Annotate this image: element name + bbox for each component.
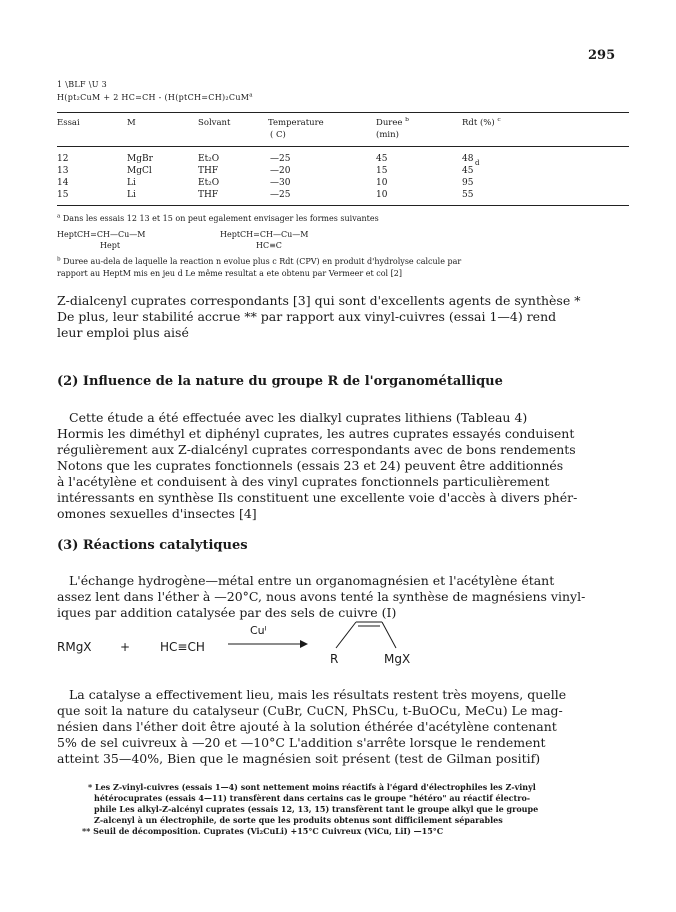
table-cell-temp: —25 xyxy=(270,154,291,164)
plus-sign: + xyxy=(120,640,131,654)
section3-line: L'échange hydrogène—métal entre un organomagnésien et l'acétylène étant xyxy=(69,573,555,588)
struct2-bottom: HC≡C xyxy=(256,241,282,250)
footnote-line: * Les Z-vinyl-cuivres (essais 1—4) sont nettement moins réactifs à l'égard d'électrophiles les Z-vinyl xyxy=(88,782,536,792)
product-r: R xyxy=(330,652,339,666)
table-cell-essai: 14 xyxy=(57,178,69,188)
col-header-rdt-text: Rdt (%) xyxy=(462,118,495,128)
section3-line: assez lent dans l'éther à —20°C, nous avons tenté la synthèse de magnésiens vinyl- xyxy=(57,589,586,604)
table-cell-duree: 10 xyxy=(376,178,388,188)
footnote-line: ** Seuil de décomposition. Cuprates (Vi₂CuLi) +15°C Cuivreux (ViCu, LiI) —15°C xyxy=(82,826,444,836)
table-cell-temp: —25 xyxy=(270,190,291,200)
section3-line: iques par addition catalysée par des sels de cuivre (I) xyxy=(57,605,397,620)
section2-line: régulièrement aux Z-dialcényl cuprates correspondants avec de bons rendements xyxy=(57,442,576,457)
page-number: 295 xyxy=(588,48,616,63)
section2-line: omones sexuelles d'insectes [4] xyxy=(57,506,257,521)
footnote-line: Z-alcenyl à un électrophile, de sorte que les produits obtenus sont difficilement séparables xyxy=(94,815,503,825)
table-footnote-b-mark: b xyxy=(57,256,61,263)
table-cell-m: Li xyxy=(127,178,136,188)
reagent-rmgx: RMgX xyxy=(57,640,92,654)
section2-line: Notons que les cuprates fonctionnels (essais 23 et 24) peuvent être additionnés xyxy=(57,458,564,473)
table-cell-essai: 13 xyxy=(57,166,69,176)
col-header-m: M xyxy=(127,118,136,128)
reagent-acetylene: HC≡CH xyxy=(160,640,205,654)
product-mgx: MgX xyxy=(384,652,411,666)
table-cell-rdt: 95 xyxy=(462,178,474,188)
table-footnote-b-line2: rapport au HeptM mis en jeu d Le même resultat a ete obtenu par Vermeer et col [2] xyxy=(57,269,402,278)
reaction-arrow xyxy=(228,636,308,650)
table-cell-rdt: 45 xyxy=(462,166,474,176)
col-header-duree-sup: b xyxy=(405,116,409,124)
table-cell-essai: 12 xyxy=(57,154,69,164)
table-cell-rdt: 55 xyxy=(462,190,474,200)
col-header-rdt xyxy=(462,118,501,128)
vinyl-structure xyxy=(330,618,400,654)
table-cell-m: MgCl xyxy=(127,166,152,176)
section3-heading: (3) Réactions catalytiques xyxy=(57,538,248,553)
section3-line: que soit la nature du catalyseur (CuBr, CuCN, PhSCu, t-BuOCu, MeCu) Le mag- xyxy=(57,703,563,718)
table-cell-solvant: Et₂O xyxy=(198,154,220,164)
table-header-rule xyxy=(57,146,629,147)
table-cell-m: Li xyxy=(127,190,136,200)
table-footnote-b-line1 xyxy=(57,257,461,266)
table-bottom-rule xyxy=(57,205,629,206)
table-cell-temp: —30 xyxy=(270,178,291,188)
table-cell-essai: 15 xyxy=(57,190,69,200)
table-cell-m: MgBr xyxy=(127,154,153,164)
section3-paragraph-a xyxy=(57,573,629,621)
col-header-solvant: Solvant xyxy=(198,118,231,128)
section3-line: atteint 35—40%, Bien que le magnésien soit présent (test de Gilman positif) xyxy=(57,751,541,766)
footnote-line: phile Les alkyl-Z-alcényl cuprates (essais 12, 13, 15) transfèrent tant le groupe alkyl que le groupe xyxy=(94,804,539,814)
col-header-duree-unit: (min) xyxy=(376,130,399,140)
table-top-rule xyxy=(57,112,629,113)
table-footnote-a-mark: a xyxy=(57,213,61,220)
table-cell-solvant: THF xyxy=(198,166,219,176)
intro-line: leur emploi plus aisé xyxy=(57,325,189,340)
table-footnote-b-text1: Duree au-dela de laquelle la reaction n evolue plus c Rdt (CPV) en produit d'hydrolyse calcule par xyxy=(63,257,462,266)
intro-paragraph xyxy=(57,293,629,341)
table-caption: 1 \BLF \U 3 xyxy=(57,80,107,89)
section2-paragraph xyxy=(57,410,629,522)
section3-line: La catalyse a effectivement lieu, mais les résultats restent très moyens, quelle xyxy=(69,687,567,702)
struct1-bottom: Hept xyxy=(100,241,121,250)
section2-line: intéressants en synthèse Ils constituent une excellente voie d'accès à divers phér- xyxy=(57,490,578,505)
struct1-top: HeptCH=CH—Cu—M xyxy=(57,230,146,239)
catalyst-label: Cuᴵ xyxy=(250,624,267,637)
struct2-top: HeptCH=CH—Cu—M xyxy=(220,230,309,239)
table-cell-duree: 45 xyxy=(376,154,388,164)
intro-line: De plus, leur stabilité accrue ** par rapport aux vinyl-cuivres (essai 1—4) rend xyxy=(57,309,557,324)
section3-line: 5% de sel cuivreux à —20 et —10°C L'addition s'arrête lorsque le rendement xyxy=(57,735,546,750)
footnote-line: hétérocuprates (essais 4—11) transfèrent dans certains cas le groupe "hétéro" au réactif électro- xyxy=(94,793,531,803)
table-footnote-a xyxy=(57,214,379,223)
page-footnotes xyxy=(82,782,628,837)
table-cell-duree: 15 xyxy=(376,166,388,176)
table-cell-rdt: 48 xyxy=(462,154,474,164)
table-reaction-sup: a xyxy=(249,92,253,99)
table-footnote-a-text: Dans les essais 12 13 et 15 on peut egalement envisager les formes suivantes xyxy=(62,214,379,223)
table-cell-duree: 10 xyxy=(376,190,388,200)
col-header-temperature: Temperature xyxy=(268,118,324,128)
section2-line: Cette étude a été effectuée avec les dialkyl cuprates lithiens (Tableau 4) xyxy=(69,410,528,425)
intro-line: Z-dialcenyl cuprates correspondants [3] qui sont d'excellents agents de synthèse * xyxy=(57,293,581,308)
section2-line: Hormis les diméthyl et diphényl cuprates, les autres cuprates essayés conduisent xyxy=(57,426,575,441)
section2-heading: (2) Influence de la nature du groupe R de l'organométallique xyxy=(57,374,503,389)
col-header-duree-text: Duree xyxy=(376,118,403,128)
table-cell-solvant: THF xyxy=(198,190,219,200)
table-cell-solvant: Et₂O xyxy=(198,178,220,188)
section2-line: à l'acétylène et conduisent à des vinyl cuprates fonctionnels particulièrement xyxy=(57,474,550,489)
col-header-duree xyxy=(376,118,409,128)
table-reaction xyxy=(57,93,253,102)
col-header-essai: Essai xyxy=(57,118,80,128)
section3-paragraph-b xyxy=(57,687,629,767)
table-reaction-text: H(pt₂CuM + 2 HC=CH - (H(ptCH=CH)₂CuM xyxy=(57,93,250,102)
col-header-rdt-sup: c xyxy=(497,116,501,124)
section3-line: nésien dans l'éther doit être ajouté à la solution éthérée d'acétylène contenant xyxy=(57,719,557,734)
col-header-temperature-unit: ( C) xyxy=(270,130,286,140)
table-cell-temp: —20 xyxy=(270,166,291,176)
